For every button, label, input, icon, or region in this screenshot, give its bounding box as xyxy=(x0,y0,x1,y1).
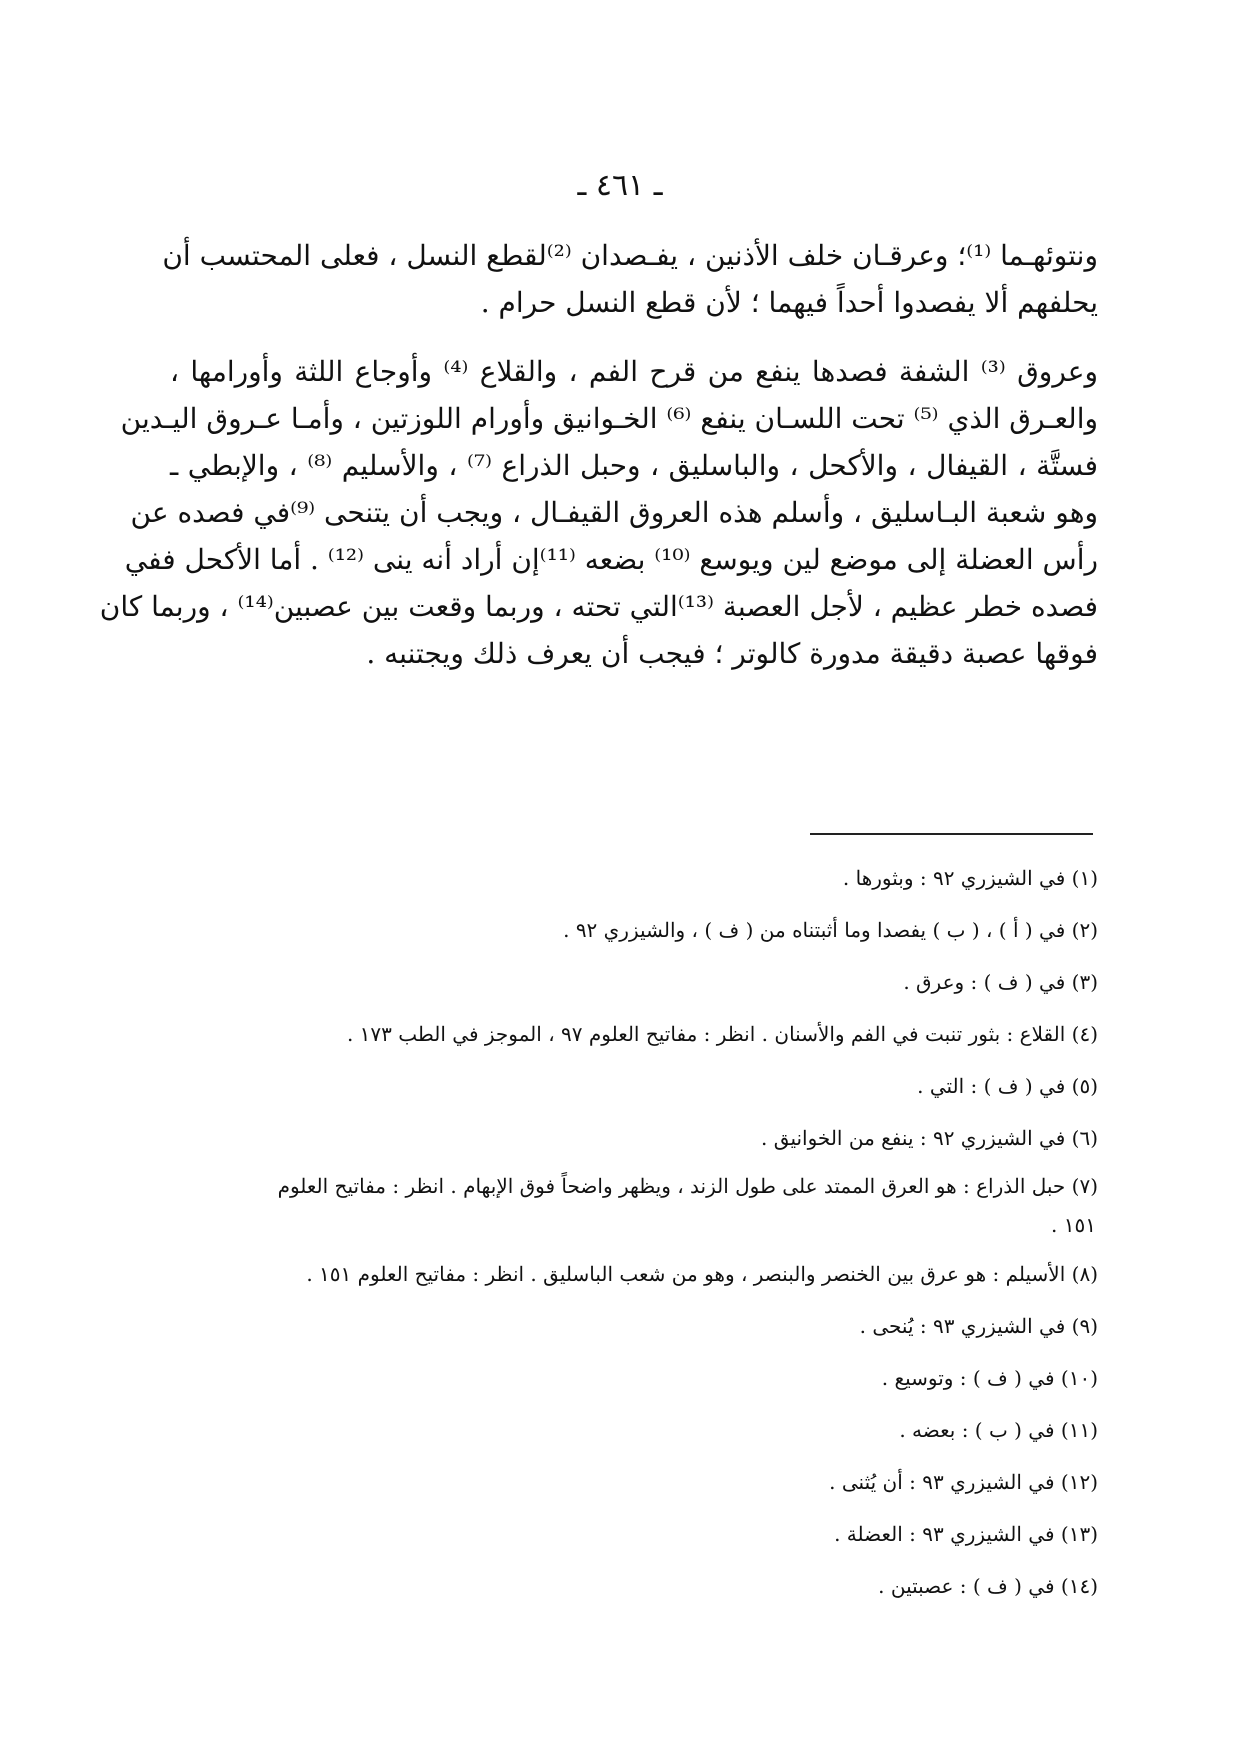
footnote: (٥) في ( ف ) : التي . xyxy=(917,1074,1098,1098)
text-line: فصده خطر عظيم ، لأجل العصبة ⁽¹³⁾التي تحته ، وربما وقعت بين عصبين⁽¹⁴⁾ ، وربما كان xyxy=(99,590,1098,623)
footnote: (٨) الأسيلم : هو عرق بين الخنصر والبنصر ، وهو من شعب الباسليق . انظر : مفاتيح العلوم ١٥١ . xyxy=(306,1262,1098,1286)
footnote: (١٤) في ( ف ) : عصبتين . xyxy=(878,1574,1098,1598)
footnotes xyxy=(168,852,1098,1612)
footnote: (٣) في ( ف ) : وعرق . xyxy=(903,970,1098,994)
footnote: (١٢) في الشيزري ٩٣ : أن يُثنى . xyxy=(829,1470,1098,1494)
footnote-separator xyxy=(810,833,1093,835)
text-line: فوقها عصبة دقيقة مدورة كالوتر ؛ فيجب أن يعرف ذلك ويجتنبه . xyxy=(366,637,1098,670)
paragraph-gap xyxy=(170,326,1098,348)
footnote: (١١) في ( ب ) : بعضه . xyxy=(899,1418,1098,1442)
text-line: ونتوئهـما ⁽¹⁾؛ وعرقـان خلف الأذنين ، يفـصدان ⁽²⁾لقطع النسل ، فعلى المحتسب أن xyxy=(162,239,1098,272)
text-line: يحلفهم ألا يفصدوا أحداً فيهما ؛ لأن قطع النسل حرام . xyxy=(480,286,1098,319)
main-text xyxy=(99,232,1099,677)
footnote-continuation: ١٥١ . xyxy=(1051,1213,1096,1237)
footnote: (١٠) في ( ف ) : وتوسيع . xyxy=(881,1366,1098,1390)
footnote: (٧) حبل الذراع : هو العرق الممتد على طول الزند ، ويظهر واضحاً فوق الإبهام . انظر : مفاتيح العلوم xyxy=(277,1174,1098,1198)
page-number: ـ ٤٦١ ـ xyxy=(577,168,663,203)
footnote: (١٣) في الشيزري ٩٣ : العضلة . xyxy=(834,1522,1098,1546)
footnote: (١) في الشيزري ٩٢ : وبثورها . xyxy=(842,866,1098,890)
text-line: رأس العضلة إلى موضع لين ويوسع ⁽¹⁰⁾ بضعه ⁽¹¹⁾إن أراد أنه ينى ⁽¹²⁾ . أما الأكحل ففي xyxy=(124,543,1098,576)
footnote: (٤) القلاع : بثور تنبت في الفم والأسنان . انظر : مفاتيح العلوم ٩٧ ، الموجز في الطب ١٧٣ . xyxy=(346,1022,1098,1046)
text-line: وهو شعبة البـاسليق ، وأسلم هذه العروق القيفـال ، ويجب أن يتنحى ⁽⁹⁾في فصده عن xyxy=(130,496,1098,529)
text-line: وعروق ⁽³⁾ الشفة فصدها ينفع من قرح الفم ، والقلاع ⁽⁴⁾ وأوجاع اللثة وأورامها ، xyxy=(170,355,1099,388)
footnote: (٩) في الشيزري ٩٣ : يُنحى . xyxy=(859,1314,1098,1338)
footnote: (٦) في الشيزري ٩٢ : ينفع من الخوانيق . xyxy=(761,1126,1098,1150)
text-line: فستَّة ، القيفال ، والأكحل ، والباسليق ، وحبل الذراع ⁽⁷⁾ ، والأسليم ⁽⁸⁾ ، والإبطي ـ xyxy=(170,449,1099,482)
footnote: (٢) في ( أ ) ، ( ب ) يفصدا وما أثبتناه من ( ف ) ، والشيزري ٩٢ . xyxy=(563,918,1098,942)
text-line: والعـرق الذي ⁽⁵⁾ تحت اللسـان ينفع ⁽⁶⁾ الخـوانيق وأورام اللوزتين ، وأمـا عـروق اليـدين xyxy=(120,402,1098,435)
